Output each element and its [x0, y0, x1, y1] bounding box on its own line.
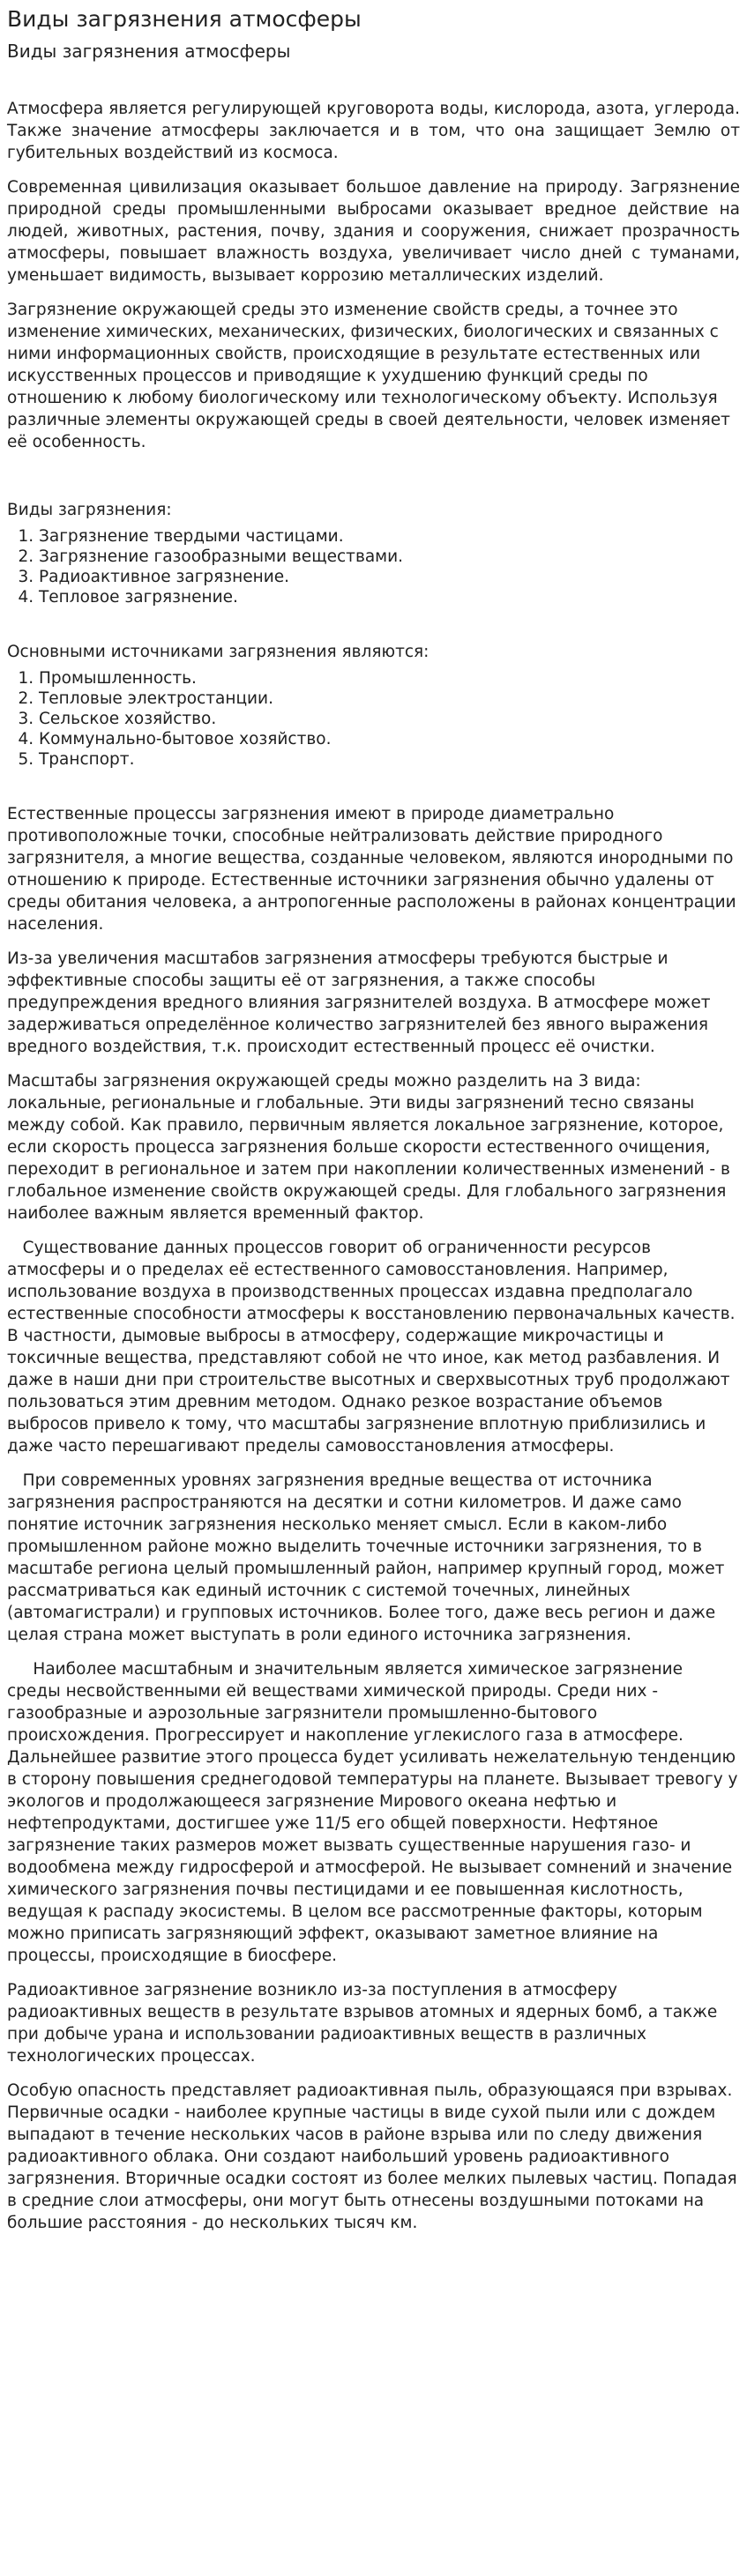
list-item: 1. Загрязнение твердыми частицами.: [39, 526, 740, 547]
list-item: 2. Тепловые электростанции.: [39, 689, 740, 709]
paragraph: При современных уровнях загрязнения вредные вещества от источника загрязнения распространяются на десятки и сотни километров. И даже само понятие источник загрязнения несколько меняет смысл. Если в каком-либо промышленном районе можно выделить точечные источники загрязнения, то в масштабе региона целый промышленный район, например крупный город, может рассматриваться как единый источник с системой точечных, линейных (автомагистрали) и групповых источников. Более того, даже весь регион и даже целая страна может выступать в роли единого источника загрязнения.: [7, 1471, 730, 1644]
list-item: 3. Сельское хозяйство.: [39, 709, 740, 729]
paragraph: Масштабы загрязнения окружающей среды можно разделить на 3 вида: локальные, региональные и глобальные. Эти виды загрязнений тесно связаны между собой. Как правило, первичным является локальное загрязнение, которое, если скорость процесса загрязнения больше скорости естественного очищения, переходит в региональное и затем при накоплении количественных изменений - в глобальное изменение свойств окружающей среды. Для глобального загрязнения наиболее важным является временный фактор.: [7, 1072, 730, 1223]
paragraph: Наиболее масштабным и значительным является химическое загрязнение среды несвойственными ей веществами химической природы. Среди них - газообразные и аэрозольные загрязнители промышленно-бытового происхождения. Прогрессирует и накопление углекислого газа в атмосфере. Дальнейшее развитие этого процесса будет усиливать нежелательную тенденцию в сторону повышения среднегодовой температуры на планете. Вызывает тревогу у экологов и продолжающееся загрязнение Мирового океана нефтью и нефтепродуктами, достигшее уже 11/5 его общей поверхности. Нефтяное загрязнение таких размеров может вызвать существенные нарушения газо- и водообмена между гидросферой и атмосферой. Не вызывает сомнений и значение химического загрязнения почвы пестицидами и ее повышенная кислотность, ведущая к распаду экосистемы. В целом все рассмотренные факторы, которым можно приписать загрязняющий эффект, оказывают заметное влияние на процессы, происходящие в биосфере.: [7, 1660, 743, 1965]
spacer: [7, 465, 740, 499]
list-item: 5. Транспорт.: [39, 749, 740, 770]
spacer: [7, 607, 740, 641]
list-item: 2. Загрязнение газообразными веществами.: [39, 547, 740, 567]
main-section: [7, 803, 743, 2234]
paragraph: Особую опасность представляет радиоактивная пыль, образующаяся при взрывах. Первичные осадки - наиболее крупные частицы в виде сухой пыли или с дождем выпадают в течение нескольких часов в районе взрыва или по следу движения радиоактивного облака. Они создают наибольший уровень радиоактивного загрязнения. Вторичные осадки состоят из более мелких пылевых частиц. Попадая в средние слои атмосферы, они могут быть отнесены воздушными потоками на большие расстояния - до нескольких тысяч км.: [7, 2081, 737, 2232]
paragraph: Атмосфера является регулирующей круговорота воды, кислорода, азота, углерода. Также значение атмосферы заключается и в том, что она защищает Землю от губительных воздействий из космоса.: [7, 100, 740, 162]
sources-heading: Основными источниками загрязнения являются:: [7, 643, 430, 661]
paragraph: Естественные процессы загрязнения имеют в природе диаметрально противоположные точки, способные нейтрализовать действие природного загрязнителя, а многие вещества, созданные человеком, являются инородными по отношению к природе. Естественные источники загрязнения обычно удалены от среды обитания человека, а антропогенные расположены в районах концентрации населения.: [7, 805, 736, 934]
types-section: [7, 499, 740, 607]
sources-list: [7, 668, 740, 770]
types-heading: Виды загрязнения:: [7, 501, 172, 519]
paragraph: Загрязнение окружающей среды это изменение свойств среды, а точнее это изменение химических, механических, физических, биологических и связанных с ними информационных свойств, происходящие в результате естественных или искусственных процессов и приводящие к ухудшению функций среды по отношению к любому биологическому или технологическому объекту. Используя различные элементы окружающей среды в своей деятельности, человек изменяет её особенность.: [7, 301, 730, 451]
types-list: [7, 526, 740, 607]
list-item: 4. Коммунально-бытовое хозяйство.: [39, 729, 740, 749]
list-item: 1. Промышленность.: [39, 668, 740, 689]
paragraph: Радиоактивное загрязнение возникло из-за поступления в атмосферу радиоактивных веществ в результате взрывов атомных и ядерных бомб, а также при добыче урана и использовании радиоактивных веществ в различных технологических процессах.: [7, 1981, 718, 2066]
paragraph: Из-за увеличения масштабов загрязнения атмосферы требуются быстрые и эффективные способы защиты её от загрязнения, а также способы предупреждения вредного влияния загрязнителей воздуха. В атмосфере может задерживаться определённое количество загрязнителей без явного выражения вредного воздействия, т.к. происходит естественный процесс её очистки.: [7, 949, 711, 1056]
intro-section: [7, 98, 740, 453]
page-title: Виды загрязнения атмосферы: [7, 6, 362, 32]
paragraph: Современная цивилизация оказывает большое давление на природу. Загрязнение природной среды промышленными выбросами оказывает вредное действие на людей, животных, растения, почву, здания и сооружения, снижает прозрачность атмосферы, повышает влажность воздуха, увеличивает число дней с туманами, уменьшает видимость, вызывает коррозию металлических изделий.: [7, 178, 740, 285]
list-item: 4. Тепловое загрязнение.: [39, 587, 740, 607]
list-item: 3. Радиоактивное загрязнение.: [39, 567, 740, 587]
paragraph: Существование данных процессов говорит об ограниченности ресурсов атмосферы и о пределах её естественного самовосстановления. Например, использование воздуха в производственных процессах издавна предполагало естественные способности атмосферы к восстановлению первоначальных качеств. В частности, дымовые выбросы в атмосферу, содержащие микрочастицы и токсичные вещества, представляют собой не что иное, как метод разбавления. И даже в наши дни при строительстве высотных и сверхвысотных труб продолжают пользоваться этим древним методом. Однако резкое возрастание объемов выбросов привело к тому, что масштабы загрязнение вплотную приблизились и даже часто перешагивают пределы самовосстановления атмосферы.: [7, 1239, 741, 1456]
spacer: [7, 770, 740, 803]
page-subtitle: Виды загрязнения атмосферы: [7, 41, 291, 62]
sources-section: [7, 641, 740, 770]
